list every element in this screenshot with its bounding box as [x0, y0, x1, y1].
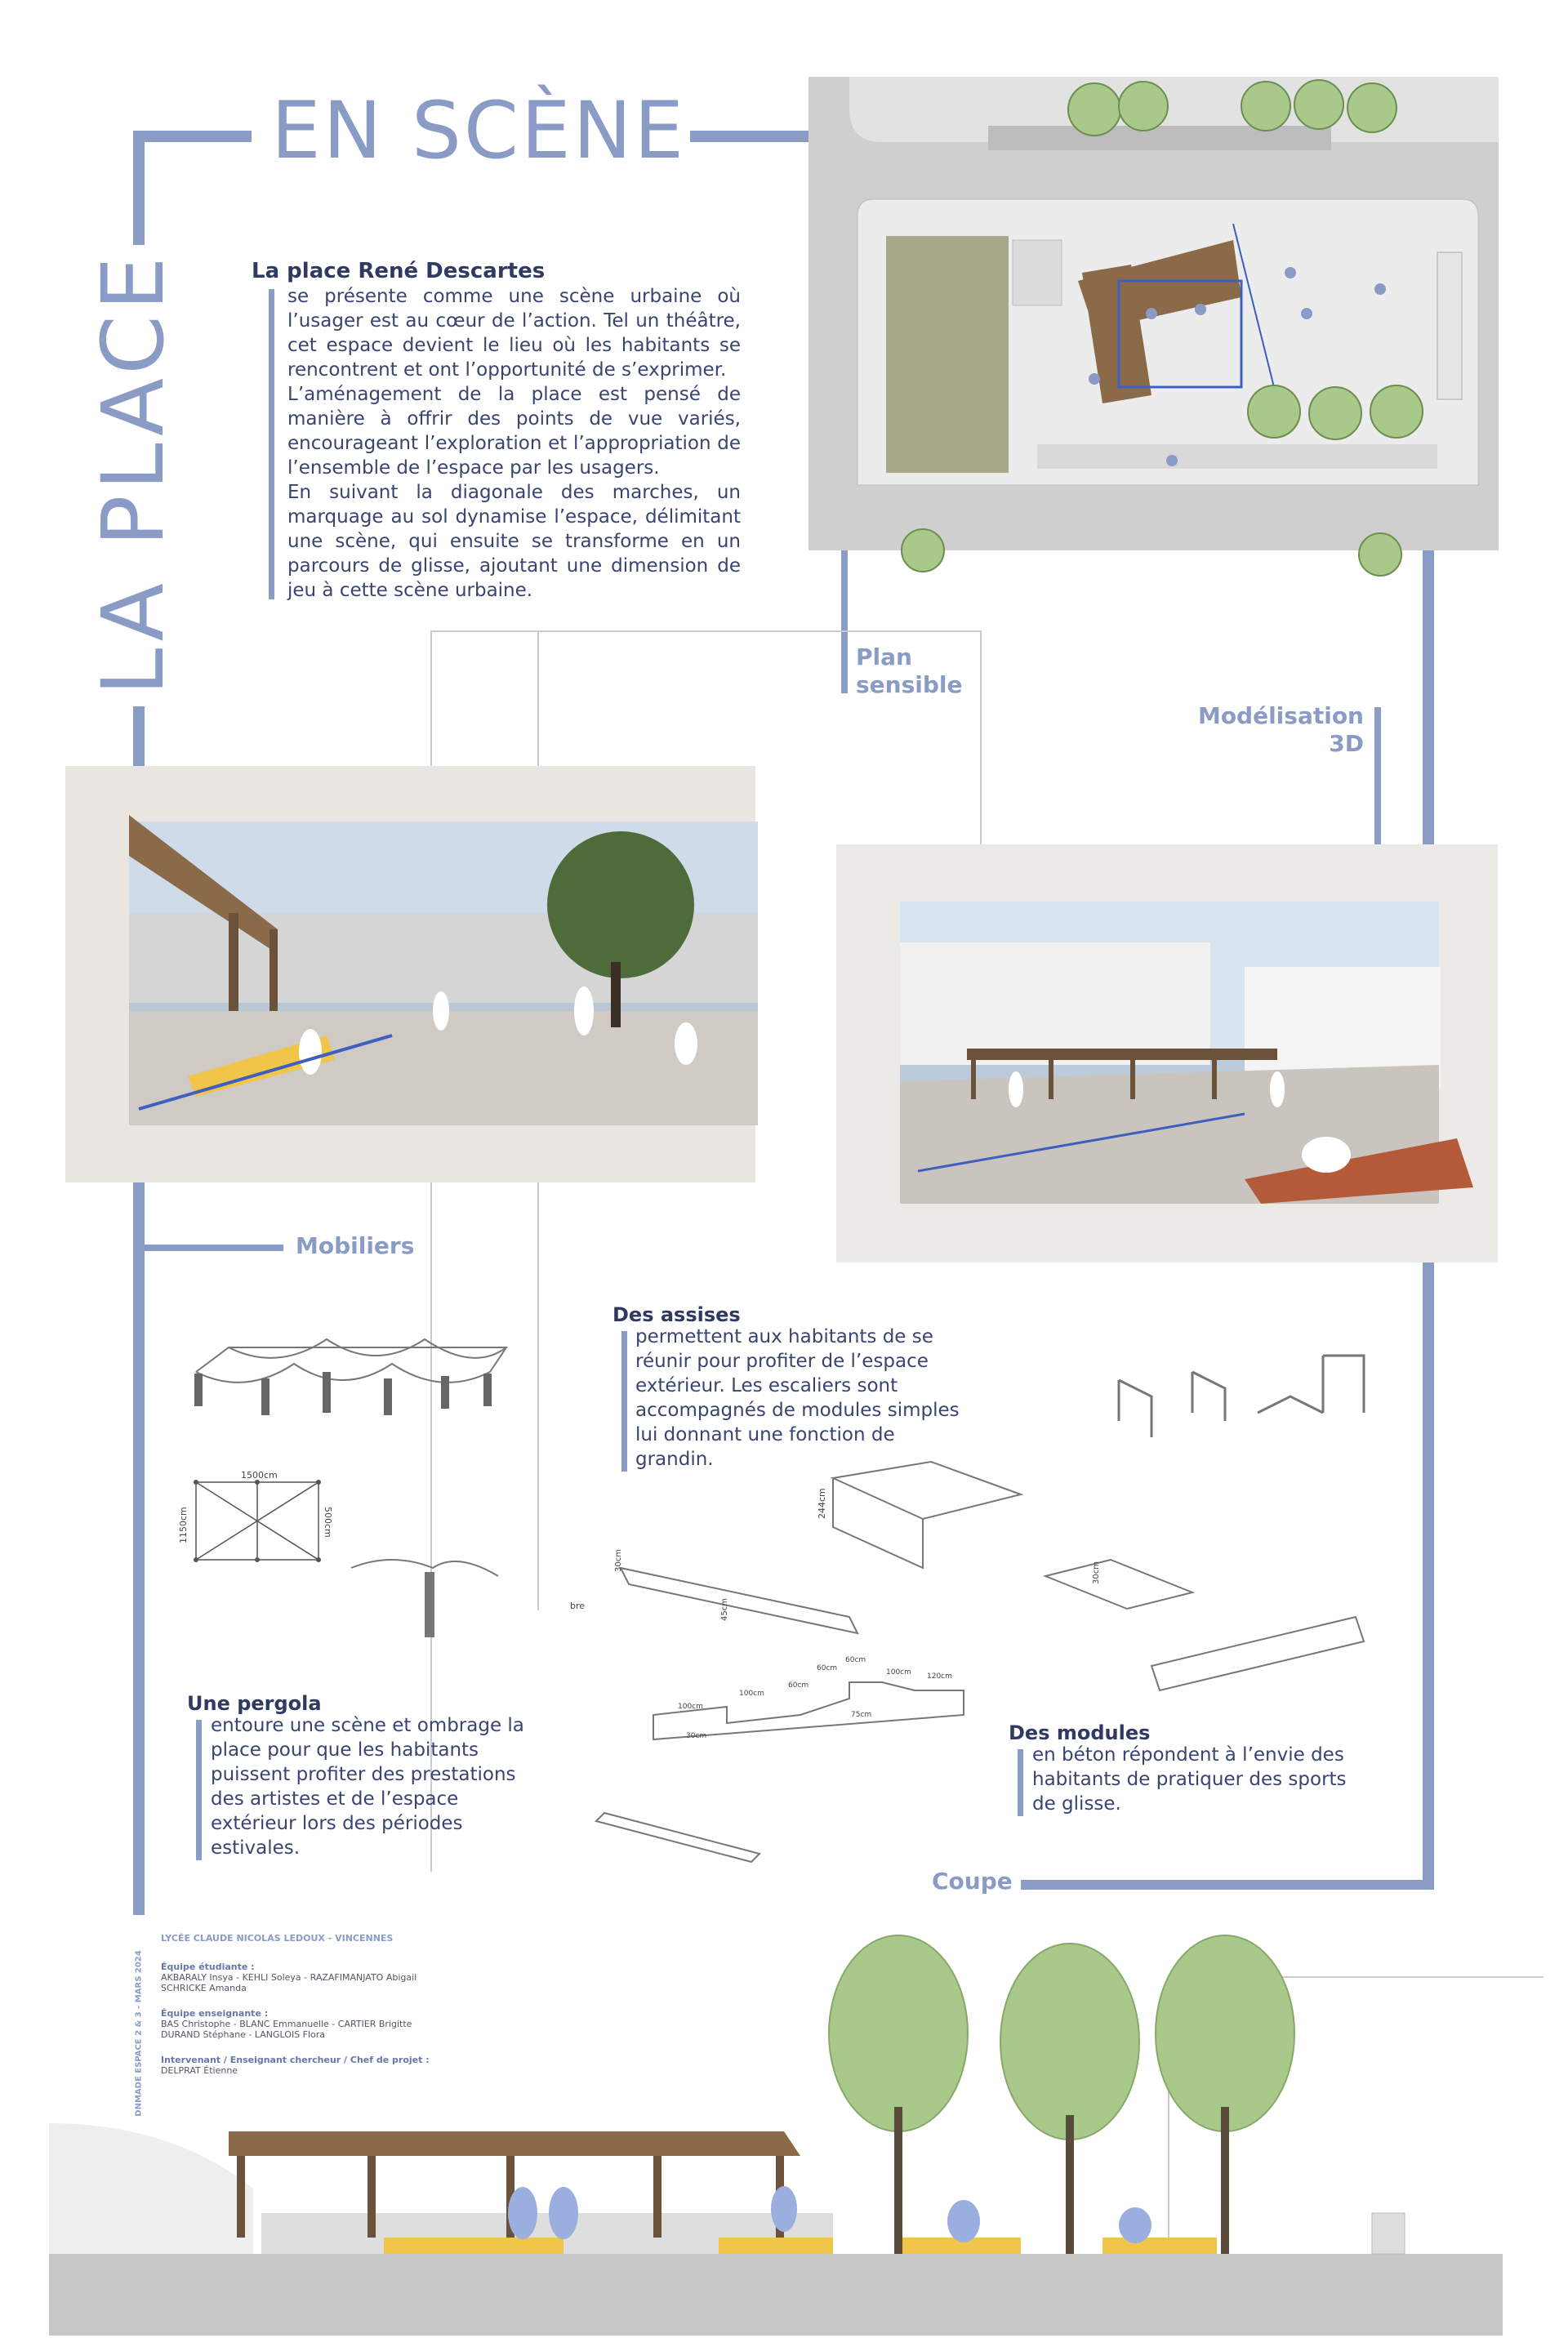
intro-text — [287, 284, 741, 603]
assises-heading: Des assises — [612, 1303, 741, 1326]
render-right-image — [836, 844, 1498, 1263]
modules-text: en béton répondent à l’envie des habitants de pratiquer des sports de glisse. — [1032, 1744, 1347, 1815]
modules-heading: Des modules — [1009, 1721, 1151, 1744]
dim-step-h2: 75cm — [851, 1711, 872, 1719]
plan-sensible-image — [808, 77, 1499, 550]
vertical-title: LA PLACE — [83, 252, 183, 696]
credits-teachers-label: Équipe enseignante : — [161, 2008, 269, 2019]
mobiliers-label: Mobiliers — [296, 1232, 415, 1259]
plan-drawing — [808, 77, 1499, 550]
dim-ramp-h: 30cm — [1092, 1561, 1101, 1584]
frame-left-top — [133, 131, 145, 245]
plan-vertical-line — [841, 550, 848, 693]
dim-pergola-w: 1500cm — [241, 1470, 278, 1481]
coupe-line — [1021, 1880, 1434, 1890]
pergola-text: entoure une scène et ombrage la place pour que les habitants puissent profiter des prestations des artistes et de l’espace extérieur lors des périodes estivales. — [211, 1715, 524, 1859]
intro-quote-bar — [269, 289, 274, 599]
dim-step-5: 60cm — [845, 1656, 866, 1664]
intro-paragraph-3: En suivant la diagonale des marches, un marquage au sol dynamise l’espace, délimitant une scène, qui ensuite se transforme en un parcours de glisse, ajoutant une dimension de jeu à cette scène urbaine. — [287, 482, 741, 601]
dim-bench-h2: 45cm — [720, 1598, 729, 1621]
dim-step-1: 100cm — [678, 1703, 703, 1711]
modelisation-label: Modélisation 3D — [1197, 702, 1364, 757]
assises-text: permettent aux habitants de se réunir pour profiter de l’espace extérieur. Les escaliers sont accompagnés de modules simples lui donnant une fonction de grandin. — [635, 1326, 960, 1470]
dim-step-7: 120cm — [927, 1672, 952, 1681]
render-left-frame — [65, 766, 755, 1182]
dim-step-4: 60cm — [817, 1664, 838, 1672]
page-title: EN SCÈNE — [271, 85, 687, 176]
intro-paragraph-1: se présente comme une scène urbaine où l’usager est au cœur de l’action. Tel un théâtre, cet espace devient le lieu où les habitants se rencontrent et ont l’opportunité de s’exprimer. — [287, 286, 741, 381]
intro-paragraph-2: L’aménagement de la place est pensé de manière à offrir des points de vue variés, encourageant l’exploration et l’appropriation de l’ensemble de l’espace par les usagers. — [287, 384, 741, 479]
mobiliers-line — [145, 1245, 283, 1251]
render-right-frame — [836, 844, 1498, 1263]
credits-vertical: DNMADE ESPACE 2 & 3 - MARS 2024 — [134, 1950, 144, 2117]
credits-students-label: Équipe étudiante : — [161, 1962, 255, 1972]
coupe-section-drawing — [49, 1911, 1544, 2336]
guide-line-v3 — [980, 630, 982, 851]
dim-pergola-d: 500cm — [323, 1507, 333, 1538]
intro-heading: La place René Descartes — [252, 259, 546, 283]
frame-title-right — [690, 131, 808, 142]
pergola-quote-bar — [196, 1720, 202, 1860]
plan-sensible-label: Plan sensible — [856, 644, 963, 698]
pergola-heading: Une pergola — [187, 1692, 322, 1715]
dim-step-h: 30cm — [686, 1732, 707, 1740]
coupe-label: Coupe — [932, 1868, 1013, 1895]
dim-bench-h: 30cm — [614, 1549, 623, 1572]
modelisation-bar — [1374, 707, 1381, 844]
pergola-sketches — [180, 1307, 604, 1707]
dim-bre: bre — [570, 1601, 586, 1611]
credits-students-2: SCHRICKE Amanda — [161, 1983, 247, 1993]
credits-lead-label: Intervenant / Enseignant chercheur / Chef de projet : — [161, 2055, 430, 2065]
furniture-sketches — [588, 1331, 1405, 1903]
render-left-image — [65, 766, 755, 1182]
credits-students-1: AKBARALY Insya - KEHLI Soleya - RAZAFIMANJATO Abigail — [161, 1972, 417, 1983]
guide-line-top — [430, 630, 982, 632]
modules-quote-bar — [1018, 1749, 1023, 1816]
dim-step-3: 60cm — [788, 1681, 809, 1690]
dim-pergola-h: 1150cm — [178, 1507, 189, 1543]
frame-top-left — [133, 131, 252, 142]
credits-teachers-1: BAS Christophe - BLANC Emmanuelle - CARTIER Brigitte — [161, 2019, 412, 2029]
dim-step-2: 100cm — [739, 1690, 764, 1698]
dim-module-h: 244cm — [817, 1488, 827, 1519]
dim-step-6: 100cm — [886, 1668, 911, 1677]
credits-teachers-2: DURAND Stéphane - LANGLOIS Flora — [161, 2029, 326, 2040]
credits-lead: DELPRAT Étienne — [161, 2065, 238, 2076]
credits-school: LYCÉE CLAUDE NICOLAS LEDOUX - VINCENNES — [161, 1933, 394, 1944]
